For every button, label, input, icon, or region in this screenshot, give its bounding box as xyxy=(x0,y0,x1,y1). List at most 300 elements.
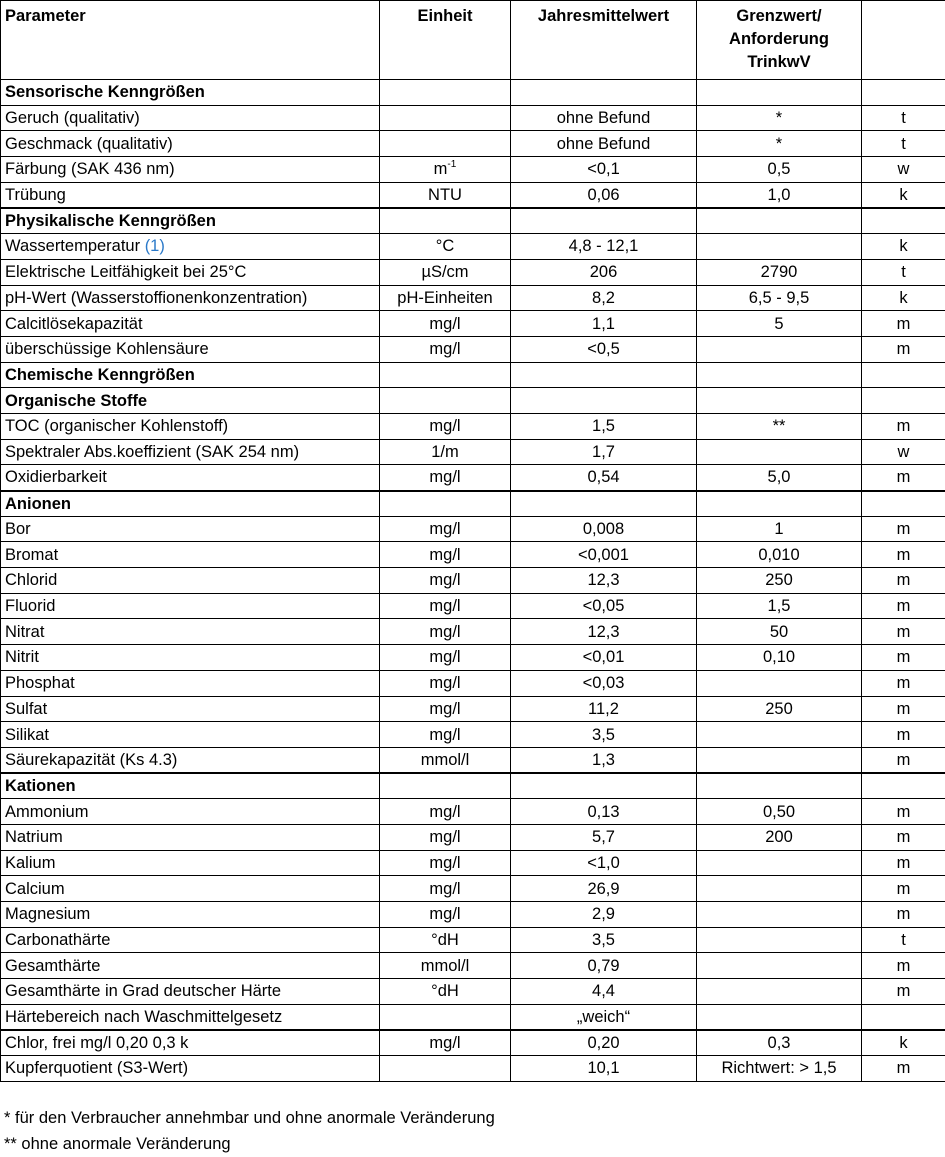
annual-mean-cell xyxy=(511,773,697,799)
annual-mean-cell xyxy=(511,927,697,953)
category-cell-text: m xyxy=(896,545,911,564)
category-cell-text: m xyxy=(896,648,911,667)
limit-cell xyxy=(697,824,862,850)
category-cell xyxy=(862,799,945,825)
parameter-cell-text: Geruch (qualitativ) xyxy=(5,109,140,128)
parameter-cell xyxy=(1,413,380,439)
limit-cell xyxy=(697,568,862,594)
category-cell xyxy=(862,362,945,388)
limit-cell xyxy=(697,208,862,234)
unit-cell xyxy=(380,1004,511,1030)
annual-mean-cell xyxy=(511,285,697,311)
annual-mean-cell-text: 8,2 xyxy=(592,288,615,307)
unit-cell-text: mmol/l xyxy=(420,750,470,769)
limit-cell-text: Richtwert: > 1,5 xyxy=(721,1059,837,1078)
parameter-cell-text: Färbung (SAK 436 nm) xyxy=(5,160,175,179)
annual-mean-cell-text: 1,3 xyxy=(592,750,615,769)
parameter-cell xyxy=(1,1030,380,1056)
parameter-cell-text: TOC (organischer Kohlenstoff) xyxy=(5,417,229,436)
category-cell-text: m xyxy=(896,674,911,693)
annual-mean-cell xyxy=(511,568,697,594)
unit-cell-text: mg/l xyxy=(429,597,461,616)
category-cell xyxy=(862,773,945,799)
annual-mean-cell xyxy=(511,1030,697,1056)
footnote-single-star: * für den Verbraucher annehmbar und ohne anormale Veränderung xyxy=(4,1109,495,1127)
parameter-cell-text: Phosphat xyxy=(5,674,75,693)
annual-mean-cell xyxy=(511,259,697,285)
limit-cell xyxy=(697,131,862,157)
parameter-cell-text: Säurekapazität (Ks 4.3) xyxy=(5,750,178,769)
limit-cell-text: 0,10 xyxy=(762,648,796,667)
category-cell xyxy=(862,105,945,131)
parameter-cell-text: pH-Wert (Wasserstoffionenkonzentration) xyxy=(5,288,308,307)
parameter-cell xyxy=(1,953,380,979)
limit-cell xyxy=(697,696,862,722)
limit-cell xyxy=(697,413,862,439)
limit-cell-text: 0,010 xyxy=(758,545,800,564)
annual-mean-cell xyxy=(511,593,697,619)
parameter-cell xyxy=(1,336,380,362)
unit-cell-text: mg/l xyxy=(429,520,461,539)
table-row xyxy=(1,105,945,131)
parameter-cell-text: Trübung xyxy=(5,185,66,204)
limit-cell xyxy=(697,850,862,876)
section-title-text: Anionen xyxy=(5,494,71,513)
parameter-cell-text: Carbonathärte xyxy=(5,931,111,950)
unit-cell-text: mg/l xyxy=(429,545,461,564)
limit-cell-text: 5,0 xyxy=(767,468,791,487)
category-cell-text: m xyxy=(896,828,911,847)
annual-mean-cell-text: 0,008 xyxy=(582,520,625,539)
category-cell xyxy=(862,131,945,157)
unit-cell xyxy=(380,336,511,362)
parameter-cell-text: Calcitlösekapazität xyxy=(5,314,143,333)
table-row xyxy=(1,336,945,362)
annual-mean-cell xyxy=(511,722,697,748)
unit-cell-text: mg/l xyxy=(429,314,461,333)
category-cell xyxy=(862,593,945,619)
section-title xyxy=(1,362,380,388)
category-cell xyxy=(862,902,945,928)
table-row xyxy=(1,1030,945,1056)
unit-cell xyxy=(380,850,511,876)
limit-cell xyxy=(697,670,862,696)
table-row xyxy=(1,670,945,696)
parameter-cell xyxy=(1,799,380,825)
category-cell-text: m xyxy=(896,750,911,769)
section-row xyxy=(1,208,945,234)
limit-cell xyxy=(697,927,862,953)
category-cell-text: m xyxy=(896,725,911,744)
unit-cell xyxy=(380,619,511,645)
parameter-cell xyxy=(1,696,380,722)
unit-cell xyxy=(380,259,511,285)
table-row xyxy=(1,516,945,542)
category-cell xyxy=(862,259,945,285)
category-cell xyxy=(862,1056,945,1082)
header-unit: Einheit xyxy=(380,1,511,80)
unit-cell xyxy=(380,311,511,337)
table-row xyxy=(1,259,945,285)
unit-cell-text: mg/l xyxy=(429,802,461,821)
limit-cell xyxy=(697,876,862,902)
limit-cell-text: 6,5 - 9,5 xyxy=(748,288,810,307)
annual-mean-cell xyxy=(511,336,697,362)
annual-mean-cell xyxy=(511,824,697,850)
annual-mean-cell-text: 26,9 xyxy=(587,879,620,898)
table-row xyxy=(1,645,945,671)
limit-cell xyxy=(697,1056,862,1082)
limit-cell-text: 250 xyxy=(765,571,793,590)
category-cell xyxy=(862,80,945,106)
unit-cell xyxy=(380,876,511,902)
limit-cell-text: ** xyxy=(772,417,786,436)
unit-cell-text: mg/l xyxy=(429,571,461,590)
unit-cell xyxy=(380,979,511,1005)
table-row xyxy=(1,824,945,850)
limit-cell xyxy=(697,747,862,773)
header-annual-mean: Jahresmittelwert xyxy=(511,1,697,80)
annual-mean-cell xyxy=(511,362,697,388)
parameter-cell-text: Wassertemperatur xyxy=(5,237,141,256)
category-cell xyxy=(862,336,945,362)
category-cell xyxy=(862,824,945,850)
table-row xyxy=(1,568,945,594)
parameter-cell-text: Bor xyxy=(5,520,31,539)
annual-mean-cell-text: <0,01 xyxy=(582,648,625,667)
annual-mean-cell-text: <0,05 xyxy=(582,597,625,616)
category-cell xyxy=(862,182,945,208)
annual-mean-cell-text: <0,5 xyxy=(587,340,620,359)
parameter-cell-text: Chlor, frei mg/l 0,20 0,3 k xyxy=(5,1034,189,1053)
category-cell xyxy=(862,747,945,773)
header-extra xyxy=(862,1,945,80)
limit-cell-text: 1,5 xyxy=(767,597,791,616)
table-row xyxy=(1,285,945,311)
limit-cell-text: * xyxy=(775,109,783,128)
unit-cell xyxy=(380,542,511,568)
unit-cell xyxy=(380,131,511,157)
annual-mean-cell-text: 0,06 xyxy=(587,185,620,204)
table-row xyxy=(1,131,945,157)
table-row xyxy=(1,1056,945,1082)
unit-cell xyxy=(380,593,511,619)
table-row xyxy=(1,1004,945,1030)
limit-cell xyxy=(697,439,862,465)
unit-cell xyxy=(380,208,511,234)
annual-mean-cell-text: 3,5 xyxy=(592,931,615,950)
category-cell xyxy=(862,850,945,876)
table-row xyxy=(1,876,945,902)
table-row xyxy=(1,979,945,1005)
category-cell-text: m xyxy=(896,622,911,641)
footnote-double-star: ** ohne anormale Veränderung xyxy=(4,1135,231,1153)
category-cell-text: k xyxy=(899,237,908,256)
limit-cell xyxy=(697,516,862,542)
limit-cell xyxy=(697,259,862,285)
annual-mean-cell xyxy=(511,670,697,696)
category-cell-text: k xyxy=(899,185,908,204)
annual-mean-cell xyxy=(511,182,697,208)
table-row xyxy=(1,799,945,825)
parameter-cell xyxy=(1,593,380,619)
unit-cell xyxy=(380,1056,511,1082)
limit-cell xyxy=(697,491,862,517)
limit-cell xyxy=(697,619,862,645)
annual-mean-cell xyxy=(511,157,697,183)
section-title xyxy=(1,491,380,517)
annual-mean-cell-text: 12,3 xyxy=(587,622,620,641)
limit-cell xyxy=(697,979,862,1005)
parameter-cell-text: Sulfat xyxy=(5,699,48,718)
parameter-cell-text: Natrium xyxy=(5,828,63,847)
annual-mean-cell-text: <0,1 xyxy=(587,160,620,179)
parameter-cell xyxy=(1,234,380,260)
parameter-cell-text: Nitrit xyxy=(5,648,39,667)
limit-cell-text: 0,5 xyxy=(767,160,791,179)
unit-cell xyxy=(380,516,511,542)
unit-cell-text: °dH xyxy=(431,982,459,1001)
annual-mean-cell-text: 0,20 xyxy=(587,1034,620,1053)
parameter-cell xyxy=(1,131,380,157)
category-cell xyxy=(862,285,945,311)
parameter-cell-text: Calcium xyxy=(5,879,65,898)
parameter-cell-text: überschüssige Kohlensäure xyxy=(5,340,209,359)
annual-mean-cell xyxy=(511,234,697,260)
category-cell xyxy=(862,696,945,722)
parameter-cell xyxy=(1,747,380,773)
table-row xyxy=(1,619,945,645)
unit-cell xyxy=(380,824,511,850)
unit-cell-text: mg/l xyxy=(429,340,461,359)
unit-cell xyxy=(380,799,511,825)
annual-mean-cell-text: 10,1 xyxy=(587,1059,620,1078)
parameter-cell xyxy=(1,850,380,876)
category-cell-text: m xyxy=(896,571,911,590)
unit-cell xyxy=(380,439,511,465)
annual-mean-cell-text: 4,8 - 12,1 xyxy=(568,237,639,256)
parameter-cell xyxy=(1,876,380,902)
unit-cell-text: °C xyxy=(435,237,455,256)
category-cell-text: m xyxy=(896,520,911,539)
limit-cell-text: 1,0 xyxy=(767,185,791,204)
parameter-cell-text: Fluorid xyxy=(5,597,56,616)
unit-cell xyxy=(380,568,511,594)
unit-cell xyxy=(380,722,511,748)
unit-cell-text: µS/cm xyxy=(421,263,469,282)
category-cell xyxy=(862,157,945,183)
unit-cell xyxy=(380,388,511,414)
limit-cell-text: 5 xyxy=(774,314,784,333)
category-cell xyxy=(862,234,945,260)
annual-mean-cell-text: 5,7 xyxy=(592,828,615,847)
category-cell xyxy=(862,1004,945,1030)
limit-cell xyxy=(697,182,862,208)
parameter-cell-text: Nitrat xyxy=(5,622,45,641)
annual-mean-cell xyxy=(511,979,697,1005)
category-cell xyxy=(862,208,945,234)
category-cell xyxy=(862,439,945,465)
unit-cell xyxy=(380,902,511,928)
unit-cell xyxy=(380,80,511,106)
category-cell-text: m xyxy=(896,417,911,436)
category-cell-text: m xyxy=(896,905,911,924)
annual-mean-cell xyxy=(511,902,697,928)
limit-cell xyxy=(697,902,862,928)
parameter-cell-text: Silikat xyxy=(5,725,50,744)
annual-mean-cell xyxy=(511,208,697,234)
parameter-cell xyxy=(1,568,380,594)
parameter-cell-text: Ammonium xyxy=(5,802,89,821)
unit-cell xyxy=(380,465,511,491)
unit-cell-text: mg/l xyxy=(429,725,461,744)
annual-mean-cell-text: ohne Befund xyxy=(556,109,651,128)
table-row xyxy=(1,722,945,748)
unit-cell-text: mg/l xyxy=(429,674,461,693)
annual-mean-cell xyxy=(511,799,697,825)
category-cell xyxy=(862,645,945,671)
table-row xyxy=(1,747,945,773)
unit-cell-text: m xyxy=(433,160,448,179)
limit-cell xyxy=(697,362,862,388)
parameter-cell-text: Härtebereich nach Waschmittelgesetz xyxy=(5,1007,283,1026)
category-cell-text: t xyxy=(901,263,906,282)
category-cell xyxy=(862,413,945,439)
unit-cell xyxy=(380,927,511,953)
footnotes xyxy=(4,1105,495,1157)
category-cell-text: m xyxy=(896,853,911,872)
annual-mean-cell-text: 1,1 xyxy=(592,314,615,333)
header-limit: Grenzwert/ Anforderung TrinkwV xyxy=(697,1,862,80)
annual-mean-cell xyxy=(511,645,697,671)
unit-cell-text: mmol/l xyxy=(420,956,470,975)
category-cell-text: k xyxy=(899,1034,908,1053)
annual-mean-cell-text: 0,13 xyxy=(587,802,620,821)
unit-cell xyxy=(380,234,511,260)
category-cell xyxy=(862,311,945,337)
parameter-cell xyxy=(1,619,380,645)
category-cell-text: m xyxy=(896,802,911,821)
parameter-cell-text: Gesamthärte xyxy=(5,956,101,975)
parameter-cell-text: Magnesium xyxy=(5,905,91,924)
category-cell-text: m xyxy=(896,597,911,616)
unit-cell xyxy=(380,157,511,183)
limit-cell-text: 200 xyxy=(765,828,793,847)
unit-cell-text: pH-Einheiten xyxy=(397,288,493,307)
parameter-cell xyxy=(1,1056,380,1082)
annual-mean-cell-text: 11,2 xyxy=(588,699,619,718)
annual-mean-cell-text: 206 xyxy=(589,263,618,282)
limit-cell xyxy=(697,773,862,799)
parameter-cell-text: Oxidierbarkeit xyxy=(5,468,107,487)
annual-mean-cell-text: 4,4 xyxy=(592,982,615,1001)
section-row xyxy=(1,773,945,799)
unit-cell-text: mg/l xyxy=(429,417,461,436)
annual-mean-cell-text: <0,001 xyxy=(578,545,629,564)
parameter-cell-text: Geschmack (qualitativ) xyxy=(5,134,173,153)
unit-cell-text: mg/l xyxy=(429,468,461,487)
limit-cell-text: 250 xyxy=(765,699,793,718)
unit-cell xyxy=(380,696,511,722)
limit-cell xyxy=(697,80,862,106)
limit-cell xyxy=(697,388,862,414)
annual-mean-cell xyxy=(511,131,697,157)
limit-cell xyxy=(697,1004,862,1030)
unit-cell-text: 1/m xyxy=(431,442,459,461)
parameter-cell xyxy=(1,824,380,850)
unit-cell xyxy=(380,105,511,131)
limit-cell xyxy=(697,105,862,131)
footnote-link[interactable]: (1) xyxy=(144,237,165,256)
limit-cell xyxy=(697,285,862,311)
category-cell xyxy=(862,619,945,645)
section-title xyxy=(1,773,380,799)
parameter-cell-text: Bromat xyxy=(5,545,59,564)
annual-mean-cell xyxy=(511,491,697,517)
category-cell xyxy=(862,876,945,902)
section-row xyxy=(1,388,945,414)
unit-cell xyxy=(380,953,511,979)
unit-cell xyxy=(380,413,511,439)
limit-cell xyxy=(697,234,862,260)
category-cell-text: m xyxy=(896,340,911,359)
table-row xyxy=(1,234,945,260)
table-row xyxy=(1,696,945,722)
limit-cell-text: * xyxy=(775,134,783,153)
limit-cell xyxy=(697,311,862,337)
limit-cell xyxy=(697,645,862,671)
table-row xyxy=(1,542,945,568)
unit-cell xyxy=(380,491,511,517)
category-cell-text: k xyxy=(899,288,908,307)
annual-mean-cell xyxy=(511,465,697,491)
unit-cell-text: mg/l xyxy=(429,648,461,667)
parameter-cell xyxy=(1,285,380,311)
annual-mean-cell-text: 12,3 xyxy=(587,571,620,590)
annual-mean-cell xyxy=(511,439,697,465)
annual-mean-cell xyxy=(511,850,697,876)
unit-cell xyxy=(380,285,511,311)
parameter-cell xyxy=(1,542,380,568)
table-row xyxy=(1,413,945,439)
limit-cell xyxy=(697,465,862,491)
annual-mean-cell xyxy=(511,388,697,414)
limit-cell xyxy=(697,593,862,619)
unit-cell xyxy=(380,362,511,388)
table-row xyxy=(1,311,945,337)
limit-cell xyxy=(697,157,862,183)
unit-exponent: -1 xyxy=(447,158,457,170)
parameter-cell xyxy=(1,979,380,1005)
table-row xyxy=(1,953,945,979)
annual-mean-cell xyxy=(511,747,697,773)
category-cell xyxy=(862,568,945,594)
header-parameter: Parameter xyxy=(1,1,380,80)
table-row xyxy=(1,927,945,953)
annual-mean-cell xyxy=(511,542,697,568)
section-row xyxy=(1,491,945,517)
section-row xyxy=(1,80,945,106)
parameter-cell xyxy=(1,645,380,671)
annual-mean-cell xyxy=(511,953,697,979)
annual-mean-cell-text: „weich“ xyxy=(576,1007,631,1026)
parameter-cell xyxy=(1,157,380,183)
category-cell-text: m xyxy=(896,879,911,898)
unit-cell-text: °dH xyxy=(431,931,459,950)
category-cell xyxy=(862,542,945,568)
parameter-cell xyxy=(1,902,380,928)
annual-mean-cell-text: 0,54 xyxy=(587,468,620,487)
